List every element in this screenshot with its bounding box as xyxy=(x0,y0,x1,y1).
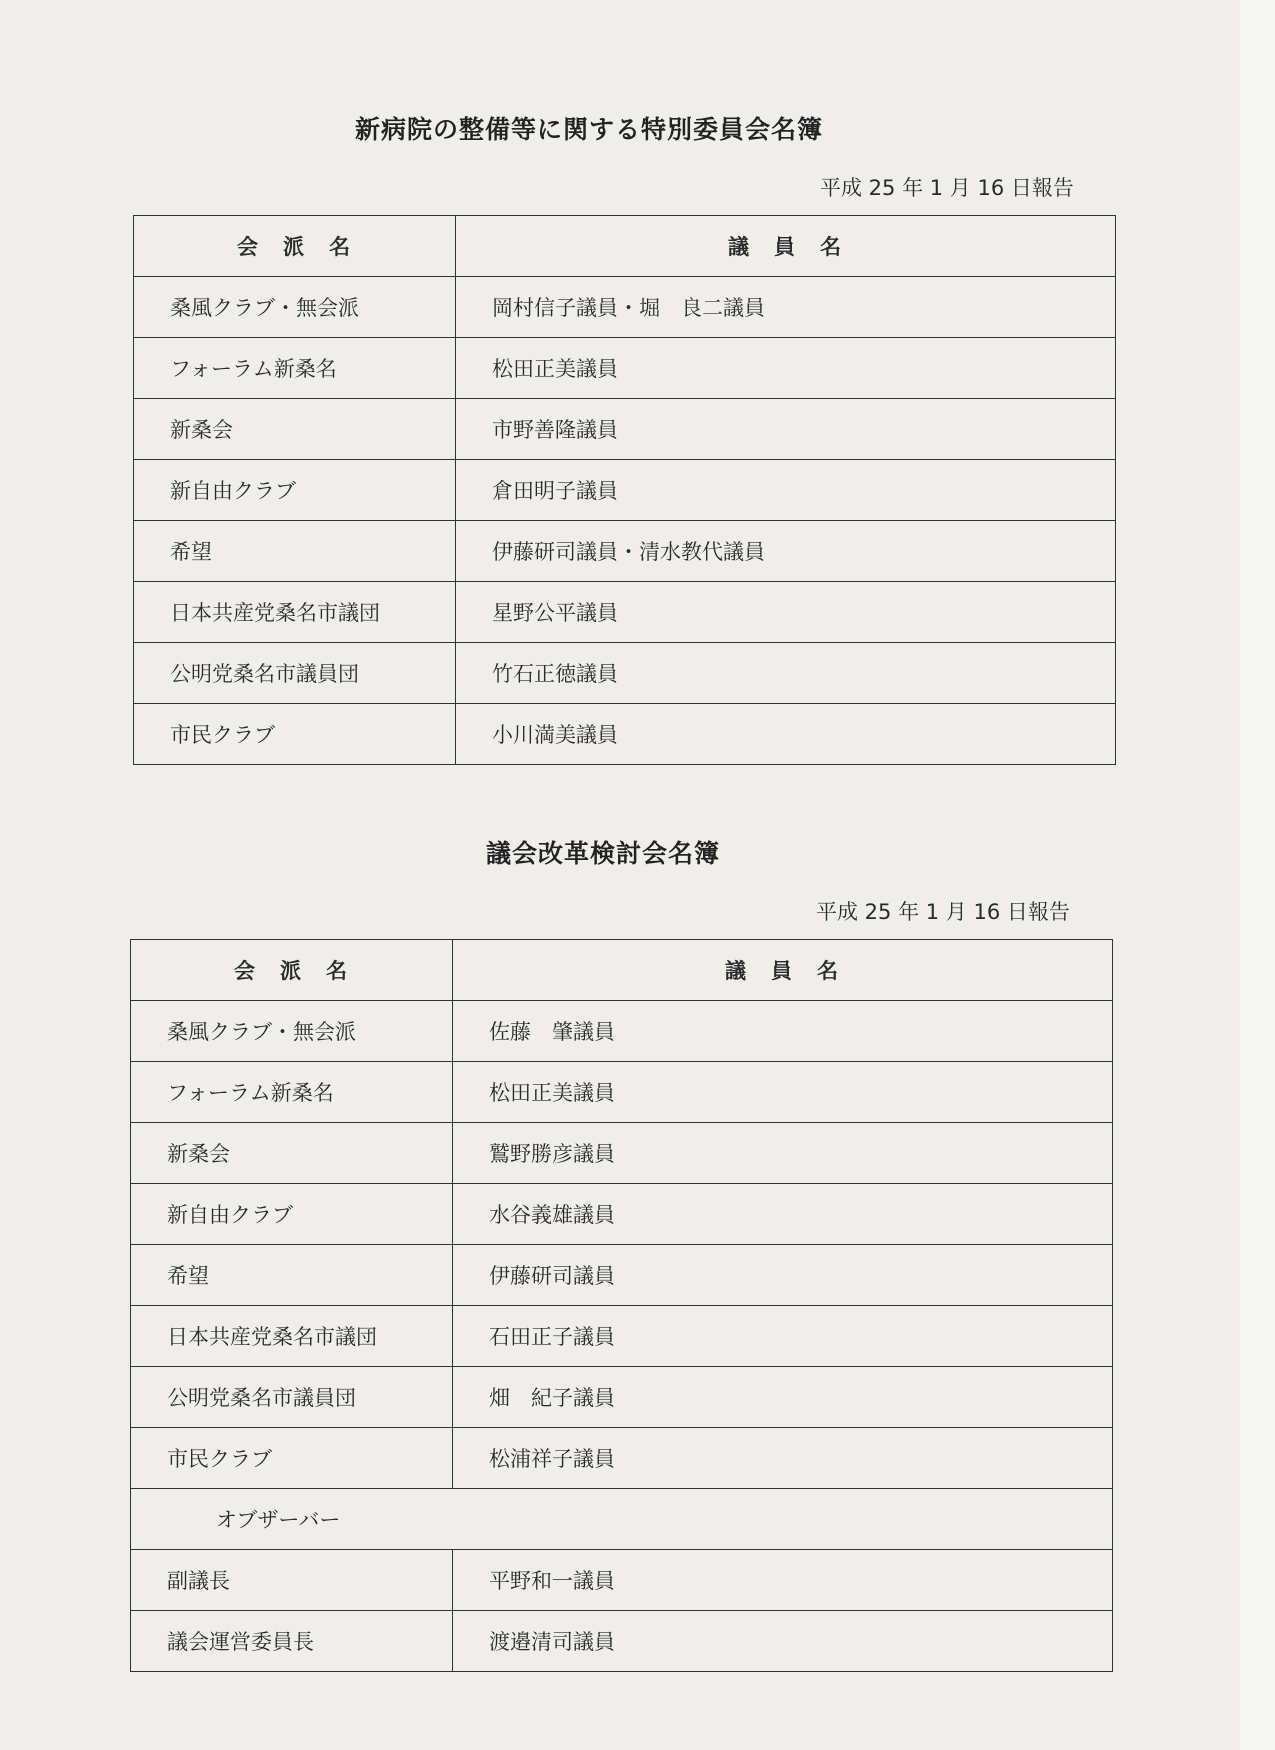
table-row xyxy=(131,1428,1113,1489)
members-column-header: 議 員 名 xyxy=(456,216,1116,277)
table-row xyxy=(131,1367,1113,1428)
members-column-header: 議 員 名 xyxy=(453,940,1113,1001)
page-edge xyxy=(1240,0,1275,1750)
faction-cell: 桑風クラブ・無会派 xyxy=(134,277,456,338)
observer-role-cell: 議会運営委員長 xyxy=(131,1611,453,1672)
members-cell: 伊藤研司議員 xyxy=(453,1245,1113,1306)
members-cell: 鷲野勝彦議員 xyxy=(453,1123,1113,1184)
committee-1-report-date: 平成 25 年 1 月 16 日報告 xyxy=(820,176,1074,200)
members-cell: 石田正子議員 xyxy=(453,1306,1113,1367)
members-cell: 松浦祥子議員 xyxy=(453,1428,1113,1489)
table-row xyxy=(131,1001,1113,1062)
table-row xyxy=(134,338,1116,399)
faction-cell: フォーラム新桑名 xyxy=(134,338,456,399)
members-cell: 小川満美議員 xyxy=(456,704,1116,765)
table-row xyxy=(131,1611,1113,1672)
faction-cell: 希望 xyxy=(131,1245,453,1306)
faction-cell: 日本共産党桑名市議団 xyxy=(131,1306,453,1367)
faction-cell: 新自由クラブ xyxy=(134,460,456,521)
observer-section-row xyxy=(131,1489,1113,1550)
faction-cell: 日本共産党桑名市議団 xyxy=(134,582,456,643)
table-row xyxy=(131,1245,1113,1306)
observer-role-cell: 副議長 xyxy=(131,1550,453,1611)
table-row xyxy=(134,643,1116,704)
committee-1-title: 新病院の整備等に関する特別委員会名簿 xyxy=(355,115,824,144)
faction-column-header: 会 派 名 xyxy=(134,216,456,277)
faction-cell: 市民クラブ xyxy=(134,704,456,765)
table-row xyxy=(134,399,1116,460)
faction-column-header: 会 派 名 xyxy=(131,940,453,1001)
table-row xyxy=(131,1062,1113,1123)
committee-1-roster-table xyxy=(133,215,1116,765)
table-header-row xyxy=(134,216,1116,277)
table-row xyxy=(134,460,1116,521)
observer-section-label: オブザーバー xyxy=(131,1489,1113,1550)
table-row xyxy=(134,521,1116,582)
table-row xyxy=(134,582,1116,643)
faction-cell: 公明党桑名市議員団 xyxy=(134,643,456,704)
members-cell: 佐藤 肇議員 xyxy=(453,1001,1113,1062)
observer-member-cell: 平野和一議員 xyxy=(453,1550,1113,1611)
members-cell: 畑 紀子議員 xyxy=(453,1367,1113,1428)
committee-2-title: 議会改革検討会名簿 xyxy=(486,839,721,868)
table-row xyxy=(131,1123,1113,1184)
members-cell: 倉田明子議員 xyxy=(456,460,1116,521)
faction-cell: 桑風クラブ・無会派 xyxy=(131,1001,453,1062)
observer-member-cell: 渡邉清司議員 xyxy=(453,1611,1113,1672)
members-cell: 岡村信子議員・堀 良二議員 xyxy=(456,277,1116,338)
faction-cell: 公明党桑名市議員団 xyxy=(131,1367,453,1428)
faction-cell: 新桑会 xyxy=(134,399,456,460)
faction-cell: 新自由クラブ xyxy=(131,1184,453,1245)
committee-2-report-date: 平成 25 年 1 月 16 日報告 xyxy=(816,900,1070,924)
table-row xyxy=(131,1306,1113,1367)
members-cell: 星野公平議員 xyxy=(456,582,1116,643)
members-cell: 松田正美議員 xyxy=(456,338,1116,399)
table-header-row xyxy=(131,940,1113,1001)
table-row xyxy=(131,1550,1113,1611)
members-cell: 伊藤研司議員・清水教代議員 xyxy=(456,521,1116,582)
faction-cell: 市民クラブ xyxy=(131,1428,453,1489)
faction-cell: 新桑会 xyxy=(131,1123,453,1184)
members-cell: 市野善隆議員 xyxy=(456,399,1116,460)
table-row xyxy=(134,277,1116,338)
members-cell: 松田正美議員 xyxy=(453,1062,1113,1123)
faction-cell: 希望 xyxy=(134,521,456,582)
members-cell: 竹石正徳議員 xyxy=(456,643,1116,704)
committee-2-roster-table xyxy=(130,939,1113,1672)
table-row xyxy=(134,704,1116,765)
table-row xyxy=(131,1184,1113,1245)
members-cell: 水谷義雄議員 xyxy=(453,1184,1113,1245)
faction-cell: フォーラム新桑名 xyxy=(131,1062,453,1123)
